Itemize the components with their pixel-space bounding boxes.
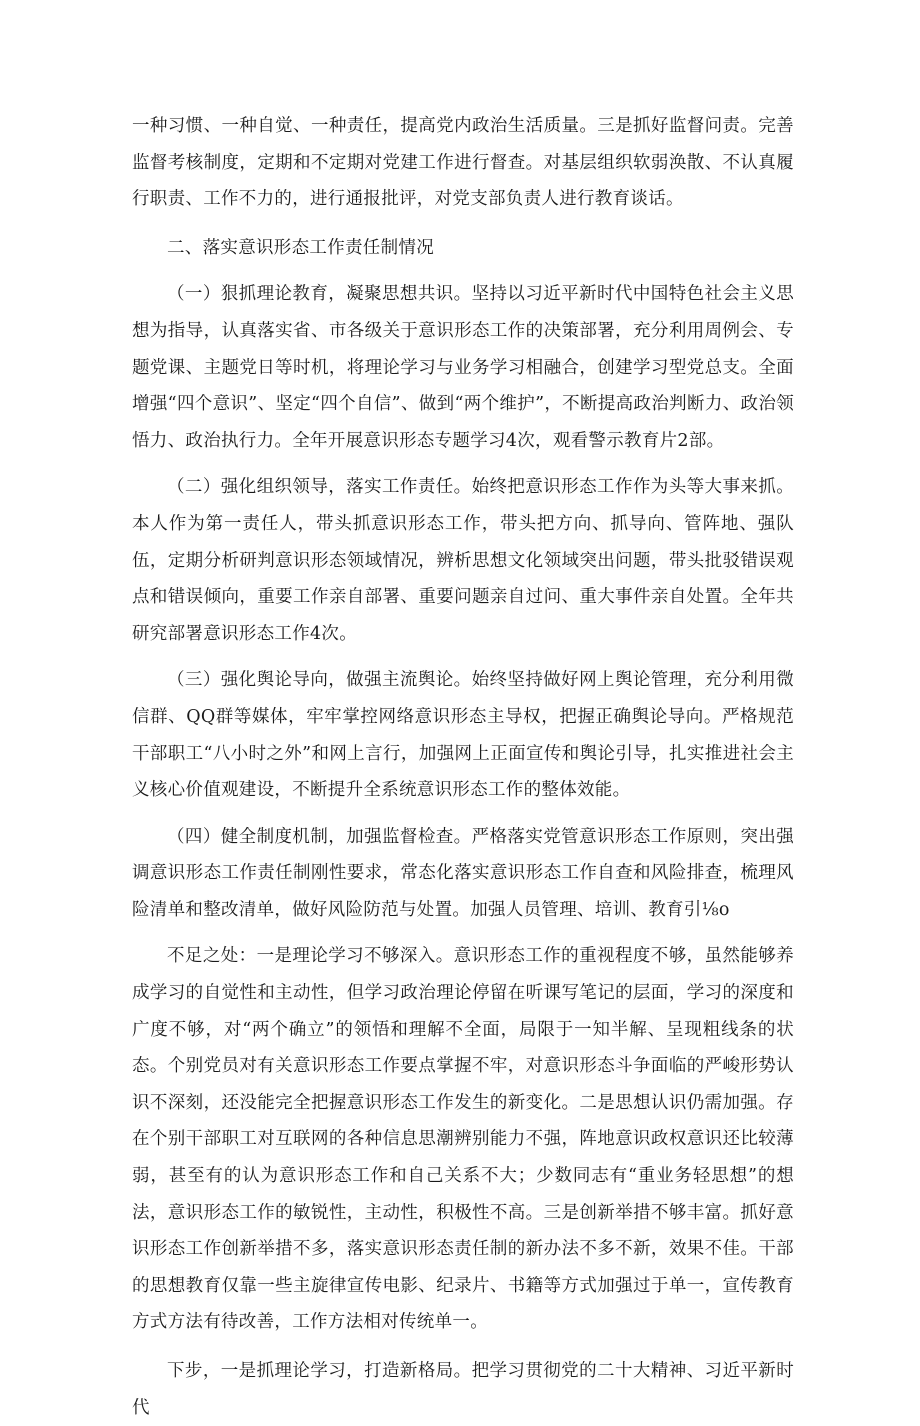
paragraph-theory-education: （一）狠抓理论教育，凝聚思想共识。坚持以习近平新时代中国特色社会主义思想为指导，认真落实省、市各级关于意识形态工作的决策部署，充分利用周例会、专题党课、主题党日等时机，将理论学习与业务学习相融合，创建学习型党总支。全面增强“四个意识”、坚定“四个自信”、做到“两个维护”，不断提高政治判断力、政治领悟力、政治执行力。全年开展意识形态专题学习4次，观看警示教育片2部。 (132, 284, 794, 451)
paragraph-supervision: 一种习惯、一种自觉、一种责任，提高党内政治生活质量。三是抓好监督问责。完善监督考核制度，定期和不定期对党建工作进行督查。对基层组织软弱涣散、不认真履行职责、工作不力的，进行通报批评，对党支部负责人进行教育谈话。 (132, 116, 794, 210)
paragraph-organization-leadership: （二）强化组织领导，落实工作责任。始终把意识形态工作作为头等大事来抓。本人作为第一责任人，带头抓意识形态工作，带头把方向、抓导向、管阵地、强队伍，定期分析研判意识形态领域情况，辨析思想文化领域突出问题，带头批驳错误观点和错误倾向，重要工作亲自部署、重要问题亲自过问、重大事件亲自处置。全年共研究部署意识形态工作4次。 (132, 477, 794, 644)
section-heading-ideology: 二、落实意识形态工作责任制情况 (167, 237, 434, 258)
document-body (132, 108, 794, 1426)
paragraph-next-steps: 下步，一是抓理论学习，打造新格局。把学习贯彻党的二十大精神、习近平新时代 (132, 1361, 794, 1418)
paragraph-shortcomings: 不足之处：一是理论学习不够深入。意识形态工作的重视程度不够，虽然能够养成学习的自觉性和主动性，但学习政治理论停留在听课写笔记的层面，学习的深度和广度不够，对“两个确立”的领悟和理解不全面，局限于一知半解、呈现粗线条的状态。个别党员对有关意识形态工作要点掌握不牢，对意识形态斗争面临的严峻形势认识不深刻，还没能完全把握意识形态工作发生的新变化。二是思想认识仍需加强。存在个别干部职工对互联网的各种信息思潮辨别能力不强，阵地意识政权意识还比较薄弱，甚至有的认为意识形态工作和自己关系不大；少数同志有“重业务轻思想”的想法，意识形态工作的敏锐性，主动性，积极性不高。三是创新举措不够丰富。抓好意识形态工作创新举措不多，落实意识形态责任制的新办法不多不新，效果不佳。干部的思想教育仅靠一些主旋律宣传电影、纪录片、书籍等方式加强过于单一，宣传教育方式方法有待改善，工作方法相对传统单一。 (132, 946, 794, 1333)
paragraph-system-mechanism: （四）健全制度机制，加强监督检查。严格落实党管意识形态工作原则，突出强调意识形态工作责任制刚性要求，常态化落实意识形态工作自查和风险排查，梳理风险清单和整改清单，做好风险防范与处置。加强人员管理、培训、教育引⅛o (132, 826, 794, 920)
paragraph-public-opinion: （三）强化舆论导向，做强主流舆论。始终坚持做好网上舆论管理，充分利用微信群、QQ群等媒体，牢牢掌控网络意识形态主导权，把握正确舆论导向。严格规范干部职工“八小时之外”和网上言行，加强网上正面宣传和舆论引导，扎实推进社会主义核心价值观建设，不断提升全系统意识形态工作的整体效能。 (132, 670, 794, 801)
